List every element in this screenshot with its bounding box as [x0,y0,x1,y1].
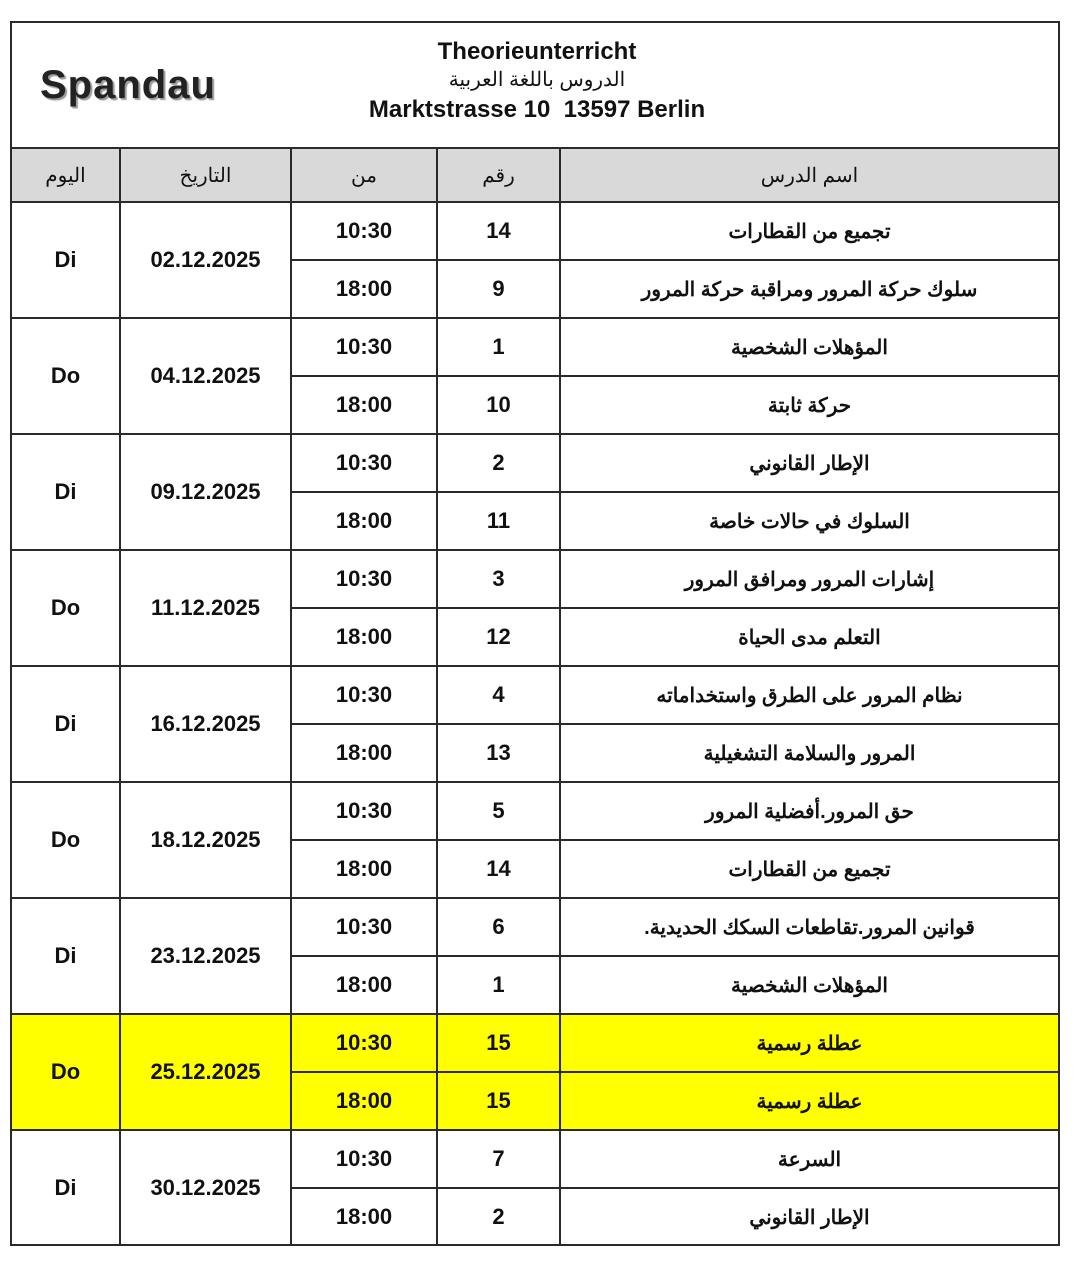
date-cell: 09.12.2025 [120,434,291,550]
number-cell: 3 [437,550,560,608]
day-cell: Di [12,666,120,782]
date-cell: 30.12.2025 [120,1130,291,1245]
date-cell: 16.12.2025 [120,666,291,782]
table-row [12,666,1058,724]
time-cell: 18:00 [291,1072,437,1130]
schedule-sheet [10,21,1060,1246]
number-cell: 14 [437,202,560,260]
number-cell: 13 [437,724,560,782]
number-cell: 2 [437,434,560,492]
number-cell: 15 [437,1072,560,1130]
lesson-cell: الإطار القانوني [560,434,1058,492]
date-cell: 18.12.2025 [120,782,291,898]
number-cell: 1 [437,956,560,1014]
language-subtitle: الدروس باللغة العربية [448,69,626,91]
time-cell: 10:30 [291,1130,437,1188]
time-cell: 18:00 [291,260,437,318]
column-header-date: التاريخ [120,149,291,202]
day-cell: Do [12,782,120,898]
address: Marktstrasse 10 13597 Berlin [368,96,706,123]
number-cell: 7 [437,1130,560,1188]
time-cell: 10:30 [291,550,437,608]
date-cell: 11.12.2025 [120,550,291,666]
column-header-lesson: اسم الدرس [560,149,1058,202]
lesson-cell: إشارات المرور ومرافق المرور [560,550,1058,608]
lesson-cell: قوانين المرور.تقاطعات السكك الحديدية. [560,898,1058,956]
day-cell: Di [12,898,120,1014]
table-row [12,782,1058,840]
day-cell: Di [12,434,120,550]
number-cell: 2 [437,1188,560,1245]
number-cell: 11 [437,492,560,550]
time-cell: 18:00 [291,492,437,550]
date-cell: 04.12.2025 [120,318,291,434]
column-header-from: من [291,149,437,202]
time-cell: 10:30 [291,782,437,840]
table-header-row [12,149,1058,202]
lesson-cell: المؤهلات الشخصية [560,318,1058,376]
time-cell: 18:00 [291,376,437,434]
day-cell: Do [12,318,120,434]
number-cell: 14 [437,840,560,898]
lesson-cell: تجميع من القطارات [560,840,1058,898]
day-cell: Di [12,1130,120,1245]
time-cell: 18:00 [291,724,437,782]
lesson-cell: حركة ثابتة [560,376,1058,434]
lesson-cell: المؤهلات الشخصية [560,956,1058,1014]
time-cell: 10:30 [291,434,437,492]
date-cell: 23.12.2025 [120,898,291,1014]
table-row [12,898,1058,956]
schedule-body [12,202,1058,1245]
lesson-cell: السلوك في حالات خاصة [560,492,1058,550]
table-row [12,550,1058,608]
number-cell: 6 [437,898,560,956]
lesson-cell: نظام المرور على الطرق واستخداماته [560,666,1058,724]
time-cell: 10:30 [291,666,437,724]
time-cell: 10:30 [291,318,437,376]
lesson-cell: المرور والسلامة التشغيلية [560,724,1058,782]
lesson-cell: تجميع من القطارات [560,202,1058,260]
course-title: Theorieunterricht [437,38,637,65]
lesson-cell: سلوك حركة المرور ومراقبة حركة المرور [560,260,1058,318]
time-cell: 18:00 [291,956,437,1014]
column-header-number: رقم [437,149,560,202]
time-cell: 10:30 [291,1014,437,1072]
number-cell: 9 [437,260,560,318]
lesson-cell: عطلة رسمية [560,1072,1058,1130]
day-cell: Do [12,1014,120,1130]
date-cell: 25.12.2025 [120,1014,291,1130]
time-cell: 18:00 [291,608,437,666]
lesson-cell: التعلم مدى الحياة [560,608,1058,666]
time-cell: 18:00 [291,1188,437,1245]
number-cell: 5 [437,782,560,840]
location-title: Spandau [40,63,216,107]
time-cell: 18:00 [291,840,437,898]
number-cell: 10 [437,376,560,434]
day-cell: Do [12,550,120,666]
time-cell: 10:30 [291,202,437,260]
lesson-cell: السرعة [560,1130,1058,1188]
time-cell: 10:30 [291,898,437,956]
schedule-table [12,149,1058,1246]
lesson-cell: الإطار القانوني [560,1188,1058,1245]
date-cell: 02.12.2025 [120,202,291,318]
table-row [12,318,1058,376]
number-cell: 4 [437,666,560,724]
day-cell: Di [12,202,120,318]
schedule-header [12,23,1058,149]
table-row [12,1130,1058,1188]
lesson-cell: عطلة رسمية [560,1014,1058,1072]
table-row [12,434,1058,492]
number-cell: 12 [437,608,560,666]
table-row [12,1014,1058,1072]
title-block [332,37,742,127]
lesson-cell: حق المرور.أفضلية المرور [560,782,1058,840]
number-cell: 1 [437,318,560,376]
number-cell: 15 [437,1014,560,1072]
column-header-day: اليوم [12,149,120,202]
table-row [12,202,1058,260]
